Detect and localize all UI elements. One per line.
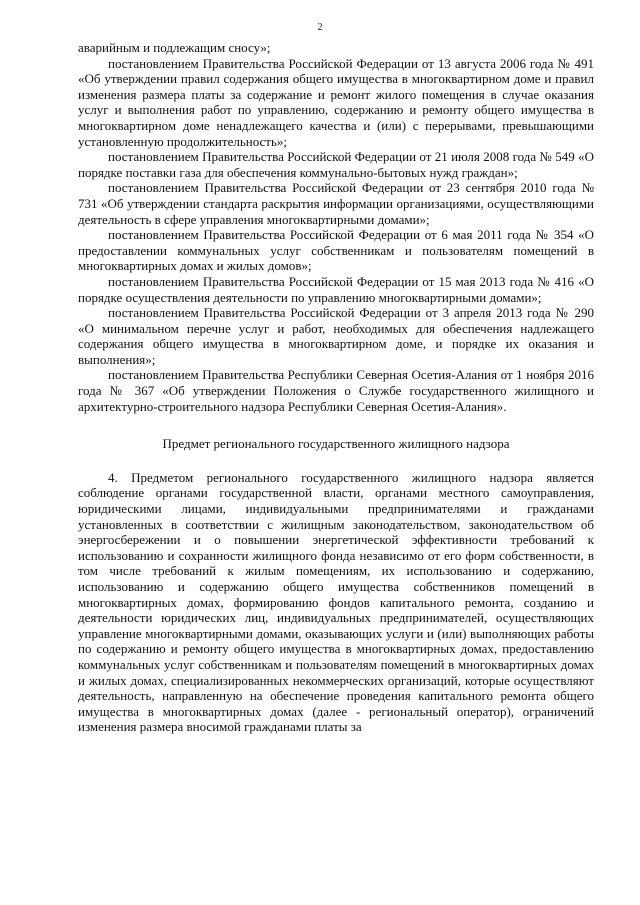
list-item-decree-491: постановлением Правительства Российской Федерации от 13 августа 2006 года № 491 «Об утверждении правил содержания общего имущества в многоквартирном доме и правил изменения размера платы за содержание и ремонт жилого помещения в случае оказания услуг и выполнения работ по управлению, содержанию и ремонту общего имущества в многоквартирном доме ненадлежащего качества и (или) с перерывами, превышающими установленную продолжительность»; (78, 55, 594, 149)
list-item-decree-290: постановлением Правительства Российской Федерации от 3 апреля 2013 года № 290 «О минимальном перечне услуг и работ, необходимых для обеспечения надлежащего содержания общего имущества в многоквартирном доме, и порядке их оказания и выполнения»; (78, 305, 594, 367)
list-item-decree-367: постановлением Правительства Республики Северная Осетия-Алания от 1 ноября 2016 года № 367 «Об утверждении Положения о Службе государственного жилищного и архитектурно-строительного надзора Республики Северная Осетия-Алания». (78, 367, 594, 414)
list-item-decree-416: постановлением Правительства Российской Федерации от 15 мая 2013 года № 416 «О порядке осуществления деятельности по управлению многоквартирными домами»; (78, 273, 594, 305)
list-item-decree-549: постановлением Правительства Российской Федерации от 21 июля 2008 года № 549 «О порядке поставки газа для обеспечения коммунально-бытовых нужд граждан»; (78, 149, 594, 180)
section-heading: Предмет регионального государственного жилищного надзора (162, 436, 510, 452)
page-number: 2 (317, 22, 323, 33)
list-item-decree-731: постановлением Правительства Российской Федерации от 23 сентября 2010 года № 731 «Об утверждении стандарта раскрытия информации организациями, осуществляющими деятельность в сфере управления многоквартирными домами»; (78, 180, 594, 227)
section-paragraph-4: 4. Предметом регионального государственного жилищного надзора является соблюдение органами государственной власти, органами местного самоуправления, юридическими лицами, индивидуальными предпринимателями и гражданами установленных в соответствии с жилищным законодательством, законодательством об энергосбережении и о повышении энергетической эффективности требований к использованию и сохранности жилищного фонда независимо от его форм собственности, в том числе требований к жилым помещениям, их использованию и содержанию, использованию и содержанию общего имущества собственников помещений в многоквартирных домах, формированию фондов капитального ремонта, созданию и деятельности юридических лиц, индивидуальных предпринимателей, осуществляющих управление многоквартирными домами, оказывающих услуги и (или) выполняющих работы по содержанию и ремонту общего имущества в многоквартирных домах, предоставлению коммунальных услуг собственникам и пользователям помещений в многоквартирных домах и жилых домах, специализированных некоммерческих организаций, которые осуществляют деятельность, направленную на обеспечение проведения капитального ремонта общего имущества в многоквартирных домах (далее - региональный оператор), ограничений изменения размера вносимой гражданами платы за (78, 469, 594, 735)
list-item-decree-354: постановлением Правительства Российской Федерации от 6 мая 2011 года № 354 «О предоставлении коммунальных услуг собственникам и пользователям помещений в многоквартирных домах и жилых домов»; (78, 227, 594, 274)
document-body (78, 40, 594, 735)
list-item-continuation: аварийным и подлежащим сносу»; (78, 40, 271, 55)
